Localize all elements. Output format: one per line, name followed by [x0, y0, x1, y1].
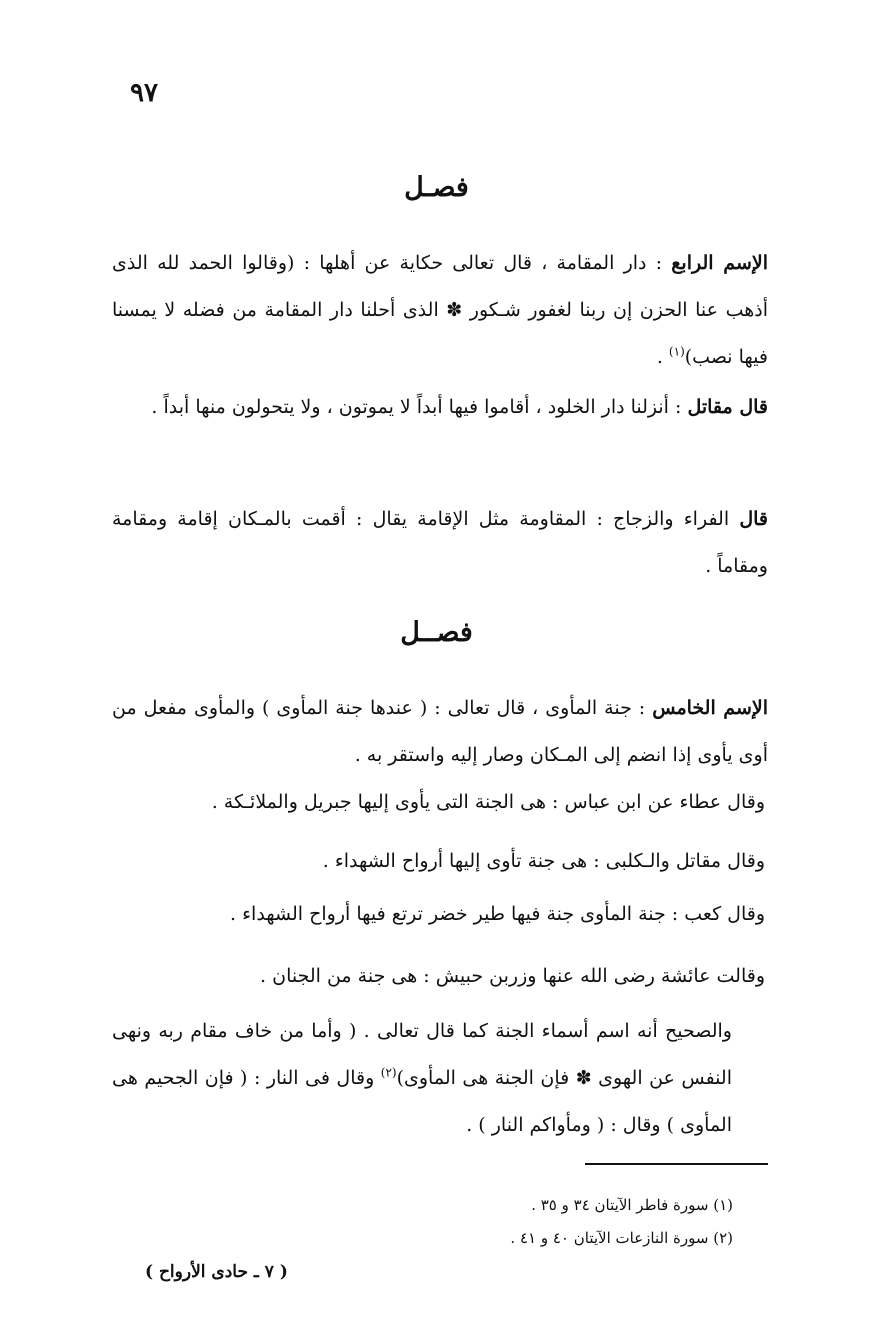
footnote-1: (١) سورة فاطر الآيتان ٣٤ و ٣٥ . — [531, 1196, 733, 1214]
paragraph-lead: الإسم الخامس — [652, 697, 768, 719]
paragraph-fourth-name — [112, 240, 768, 381]
paragraph-text: : أنزلنا دار الخلود ، أقاموا فيها أبداً لا يموتون ، ولا يتحولون منها أبداً . — [151, 396, 682, 418]
quote-line-muqatil-kalbi: وقال مقاتل والـكلبى : هى جنة تأوى إليها أرواح الشهداء . — [322, 850, 765, 872]
paragraph-end: . — [656, 346, 663, 368]
paragraph-farra — [112, 496, 768, 590]
paragraph-conclusion — [112, 1008, 768, 1149]
signature-mark: ( ٧ ـ حادى الأرواح ) — [145, 1262, 288, 1282]
quote-line-kaab: وقال كعب : جنة المأوى جنة فيها طير خضر ترتع فيها أرواح الشهداء . — [230, 903, 765, 925]
paragraph-text: : جنة المأوى ، قال تعالى : ( عندها جنة المأوى ) والمأوى مفعل من أوى يأوى إذا انضم إلى المـكان وصار إليه واستقر به . — [112, 697, 768, 766]
paragraph-text: الفراء والزجاج : المقاومة مثل الإقامة يقال : أقمت بالمـكان إقامة ومقامة ومقاماً . — [112, 508, 768, 577]
quote-line-aisha: وقالت عائشة رضى الله عنها وزربن حبيش : هى جنة من الجنان . — [260, 965, 765, 987]
footnote-2: (٢) سورة النازعات الآيتان ٤٠ و ٤١ . — [510, 1229, 733, 1247]
section-heading-2: فصــل — [400, 617, 473, 648]
paragraph-text: : دار المقامة ، قال تعالى حكاية عن أهلها : (وقالوا الحمد لله الذى أذهب عنا الحزن إن ربنا لغفور شـكور ✽ الذى أحلنا دار المقامة من فضله لا يمسنا فيها نصب) — [112, 252, 768, 368]
page-number: ٩٧ — [130, 78, 158, 108]
footnote-divider — [585, 1163, 768, 1165]
paragraph-text: والصحيح أنه اسم أسماء الجنة كما قال تعالى . ( وأما من خاف مقام ربه ونهى النفس عن الهوى ✽ فإن الجنة هى المأوى) — [112, 1020, 732, 1089]
section-heading-1: فصـل — [404, 172, 469, 203]
quote-line-ata: وقال عطاء عن ابن عباس : هى الجنة التى يأوى إليها جبريل والملائـكة . — [211, 791, 765, 813]
paragraph-muqatil — [112, 384, 768, 431]
paragraph-lead: قال — [739, 508, 768, 530]
paragraph-text-continued: وقال فى النار : ( فإن الجحيم هى المأوى ) وقال : ( ومأواكم النار ) . — [112, 1067, 732, 1136]
footnote-ref-2: (٢) — [380, 1065, 397, 1080]
paragraph-lead: قال مقاتل — [687, 396, 768, 418]
footnote-ref-1: (١) — [668, 344, 685, 359]
paragraph-fifth-name — [112, 685, 768, 779]
paragraph-lead: الإسم الرابع — [671, 252, 768, 274]
